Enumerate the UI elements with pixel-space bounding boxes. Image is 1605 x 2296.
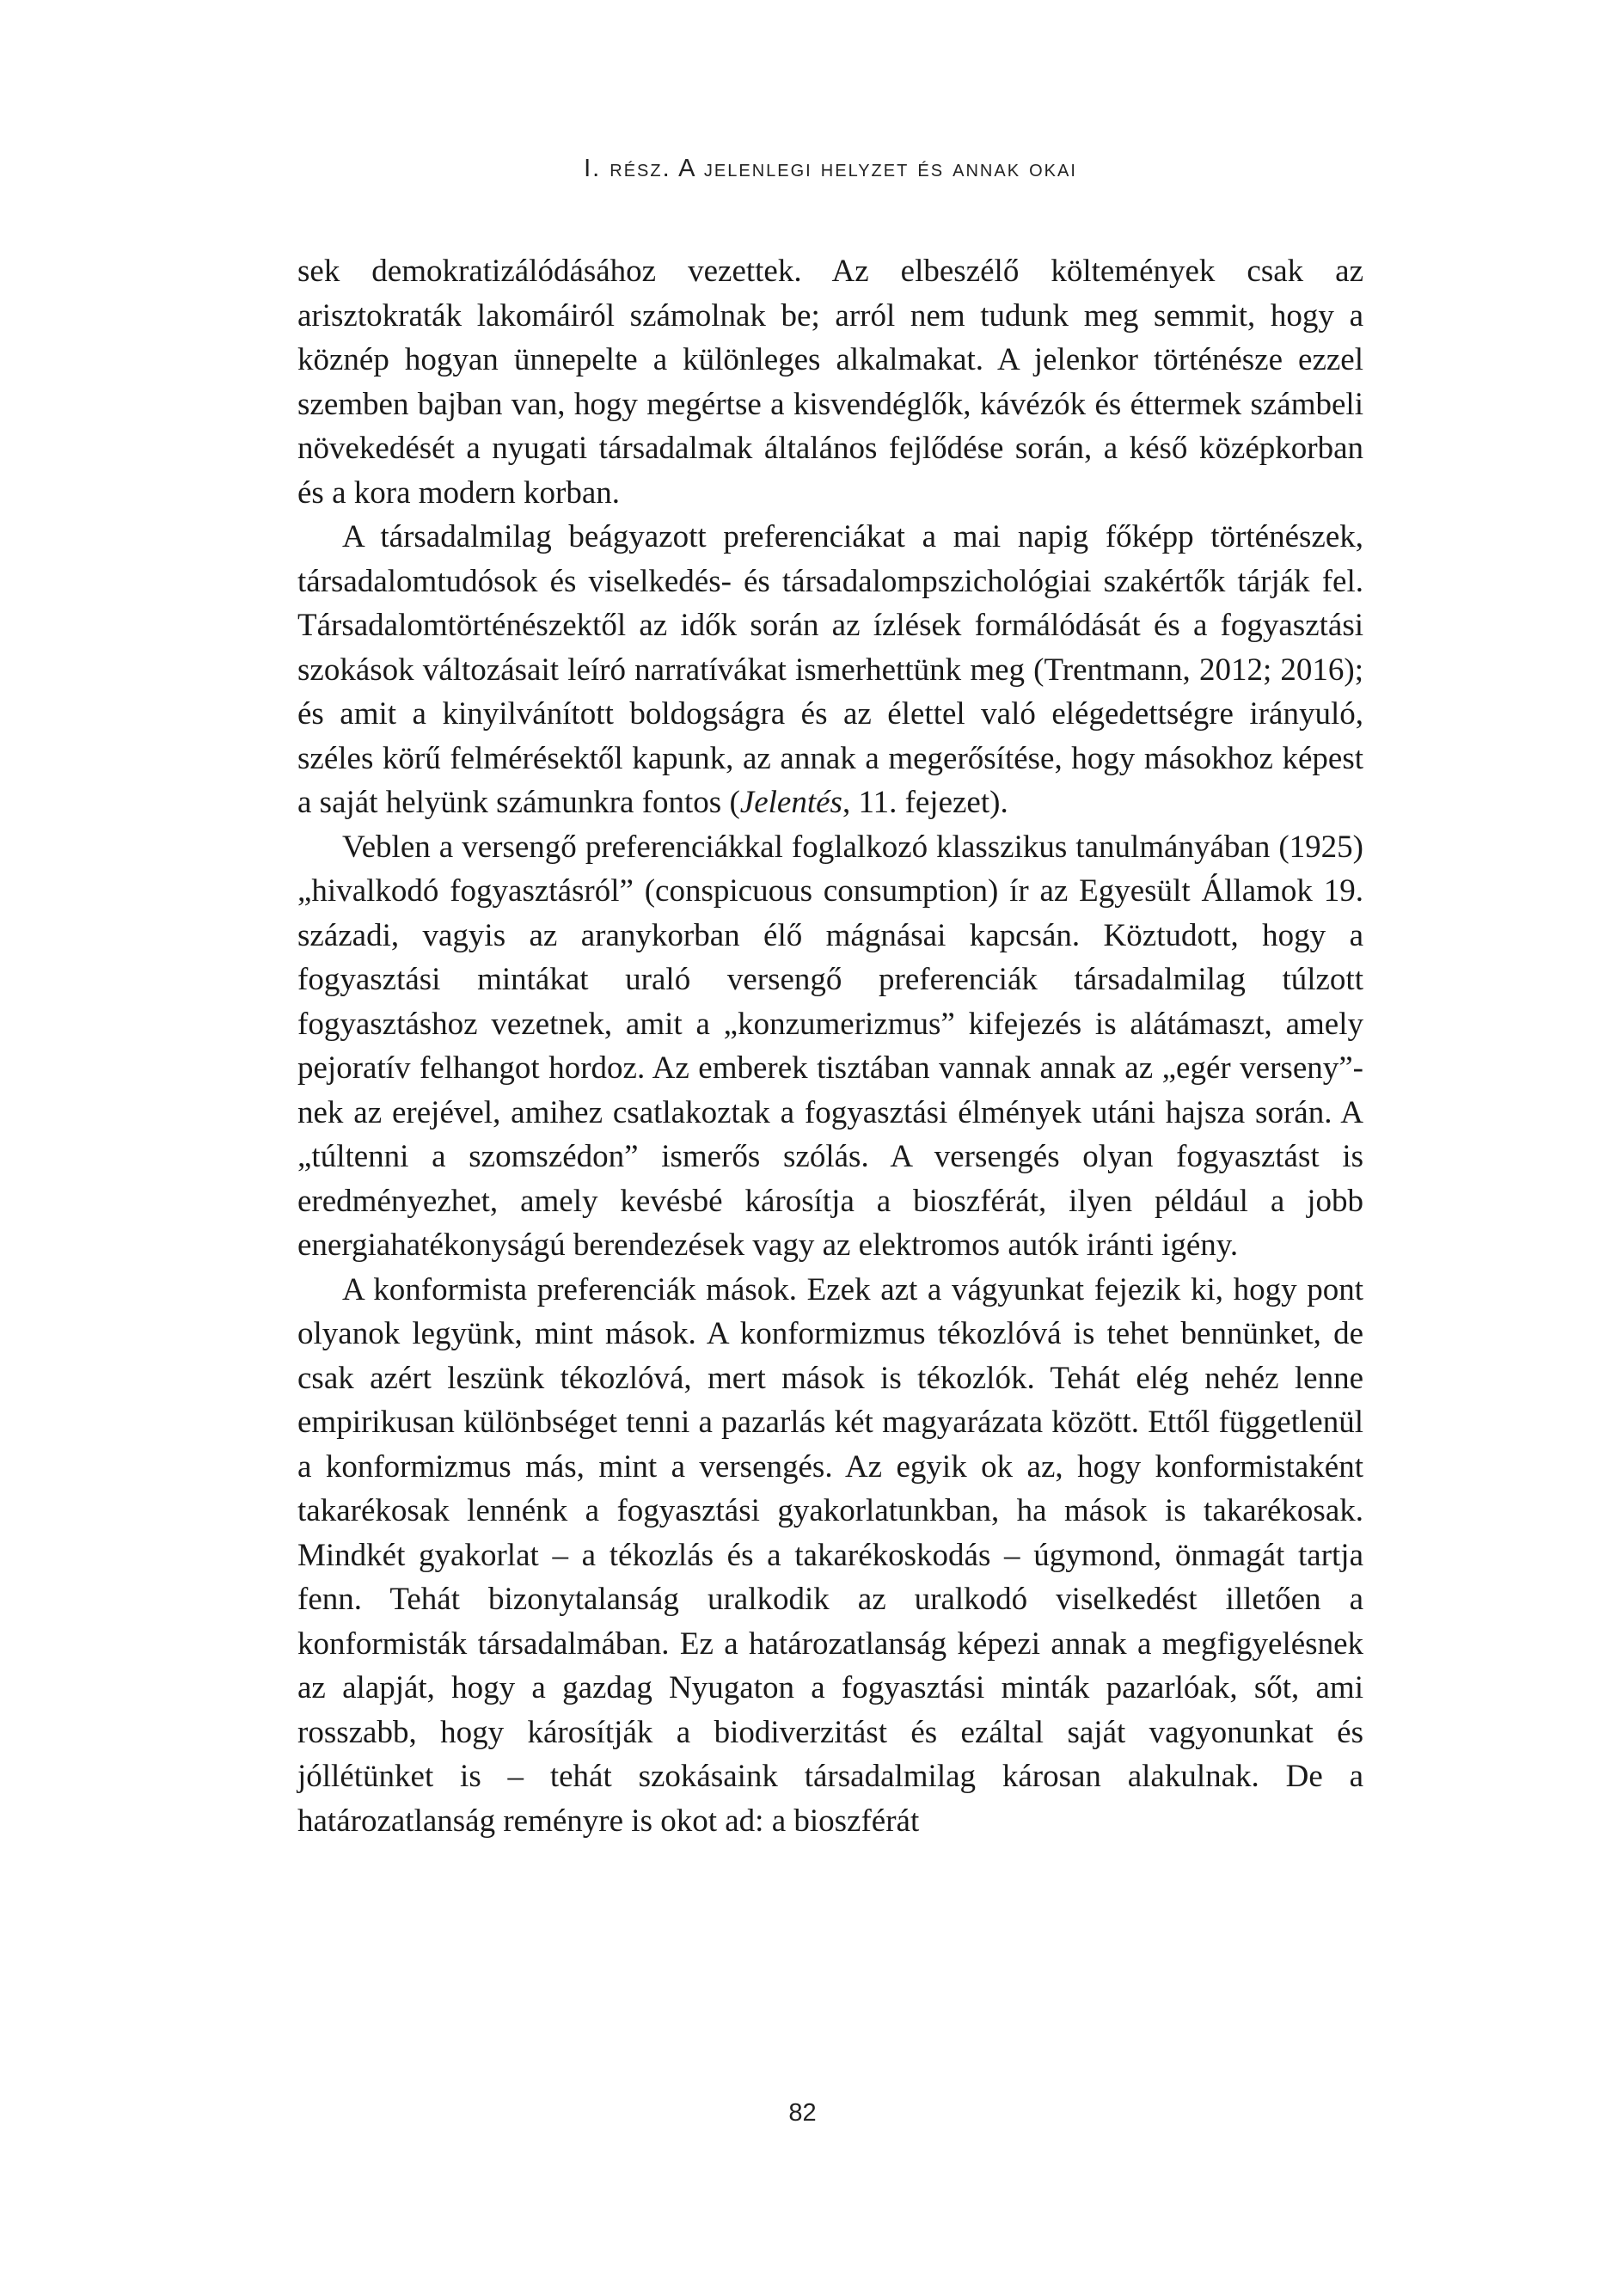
page-number: 82 [788, 2099, 817, 2127]
paragraph-1: sek demokratizálódásához vezettek. Az elbeszélő költemények csak az arisztokraták lakomáiról számolnak be; arról nem tudunk meg semmit, hogy a köznép hogyan ünnepelte a különleges alkalmakat. A jelenkor történésze ezzel szemben bajban van, hogy megértse a kisvendéglők, kávézók és éttermek számbeli növekedését a nyugati társadalmak általános fejlődése során, a késő középkorban és a kora modern korban. [297, 254, 1363, 511]
paragraph-2: A társadalmilag beágyazott preferenciákat a mai napig főképp történészek, társadalomtudósok és viselkedés- és társadalompszichológiai szakértők tárják fel. Társadalomtörténészektől az idők során az ízlések formálódását és a fogyasztási szokások változásait leíró narratívákat ismerhettünk meg (Trentmann, 2012; 2016); és amit a kinyilvánított boldogságra és az élettel való elégedettségre irányuló, széles körű felmérésektől kapunk, az annak a megerősítése, hogy másokhoz képest a saját helyünk számunkra fontos (Jelentés, 11. fejezet). [297, 519, 1363, 820]
paragraph-3: Veblen a versengő preferenciákkal foglalkozó klasszikus tanulmányában (1925) „hivalkodó fogyasztásról” (conspicuous consumption) ír az Egyesült Államok 19. századi, vagyis az aranykorban élő mágnásai kapcsán. Köztudott, hogy a fogyasztási mintákat uraló versengő preferenciák társadalmilag túlzott fogyasztáshoz vezetnek, amit a „konzumerizmus” kifejezés is alátámaszt, amely pejoratív felhangot hordoz. Az emberek tisztában vannak annak az „egér verseny”-nek az erejével, amihez csatlakoztak a fogyasztási élmények utáni hajsza során. A „túltenni a szomszédon” ismerős szólás. A versengés olyan fogyasztást is eredményezhet, amely kevésbé károsítja a bioszférát, ilyen például a jobb energiahatékonyságú berendezések vagy az elektromos autók iránti igény. [297, 829, 1363, 1263]
citation-title: Jelentés [739, 785, 842, 820]
body-text [297, 249, 1363, 1843]
running-head: I. rész. A jelenlegi helyzet és annak okai [584, 155, 1077, 182]
paragraph-4: A konformista preferenciák mások. Ezek azt a vágyunkat fejezik ki, hogy pont olyanok legyünk, mint mások. A konformizmus tékozlóvá is tehet bennünket, de csak azért leszünk tékozlóvá, mert mások is tékozlók. Tehát elég nehéz lenne empirikusan különbséget tenni a pazarlás két magyarázata között. Ettől függetlenül a konformizmus más, mint a versengés. Az egyik ok az, hogy konformistaként takarékosak lennénk a fogyasztási gyakorlatunkban, ha mások is takarékosak. Mindkét gyakorlat – a tékozlás és a takarékoskodás – úgymond, önmagát tartja fenn. Tehát bizonytalanság uralkodik az uralkodó viselkedést illetően a konformisták társadalmában. Ez a határozatlanság képezi annak a megfigyelésnek az alapját, hogy a gazdag Nyugaton a fogyasztási minták pazarlóak, sőt, ami rosszabb, hogy károsítják a biodiverzitást és ezáltal saját vagyonunkat és jóllétünket is – tehát szokásaink társadalmilag károsan alakulnak. De a határozatlanság reményre is okot ad: a bioszférát [297, 1271, 1363, 1839]
